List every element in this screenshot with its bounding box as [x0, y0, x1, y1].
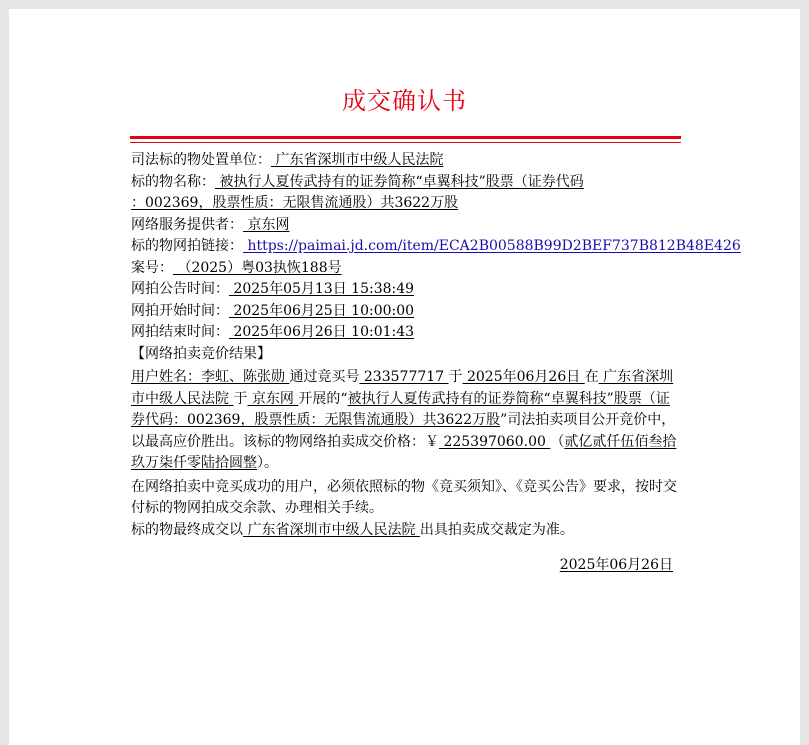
item-label: 标的物名称： — [131, 173, 215, 190]
result-heading: 【网络拍卖竞价结果】 — [131, 345, 271, 362]
announce-label: 网拍公告时间： — [131, 281, 229, 297]
signature-date-text: 2025年06月26日 — [559, 557, 673, 573]
item-row — [131, 172, 681, 194]
notice-paragraph: 在网络拍卖中竞买成功的用户，必须依照标的物《竞买须知》、《竞买公告》要求，按时交付标的物网拍成交余款、办理相关手续。 — [131, 478, 677, 516]
signature-date — [131, 555, 681, 577]
final-text: 出具拍卖成交裁定为准。 — [419, 521, 574, 538]
result-text: ）。 — [257, 455, 278, 471]
case-row — [131, 258, 681, 280]
provider-row — [131, 215, 681, 237]
result-text: 于 — [233, 390, 248, 407]
start-label: 网拍开始时间： — [131, 302, 229, 319]
result-court: 广东省深圳市中级人民法院 — [131, 369, 674, 407]
item-row-continued — [131, 193, 681, 215]
document-body — [131, 150, 741, 577]
end-row — [131, 322, 681, 344]
link-row — [131, 236, 741, 258]
start-row — [131, 301, 681, 323]
title-divider-thick — [130, 136, 681, 139]
document-page — [9, 9, 800, 745]
announce-row — [131, 279, 681, 301]
item-value-line2: ：002369，股票性质：无限售流通股）共3622万股 — [131, 195, 459, 211]
court-value: 广东省深圳市中级人民法院 — [271, 152, 444, 168]
result-text: 开展的“ — [298, 390, 348, 407]
result-platform: 京东网 — [247, 390, 299, 407]
result-text: ”司法拍卖项目公开竞价中，以最高应价胜出。该标的物网络拍卖成交价格：￥ — [131, 412, 676, 450]
case-label: 案号： — [131, 259, 173, 276]
buyer-names: 用户姓名：李虹、陈张勋 — [131, 369, 290, 385]
result-text: （ — [550, 433, 565, 450]
end-value: 2025年06月26日 10:01:43 — [229, 324, 415, 340]
item-value-line1: 被执行人夏传武持有的证券简称“卓翼科技”股票（证券代码 — [215, 173, 584, 190]
result-text: 于 — [448, 369, 463, 385]
provider-value: 京东网 — [243, 216, 290, 233]
result-text: 通过竞买号 — [289, 369, 360, 385]
auction-link[interactable]: https://paimai.jd.com/item/ECA2B00588B99D2BEF737B812B48E426 — [243, 238, 741, 254]
court-row — [131, 150, 681, 172]
bid-number: 233577717 — [359, 369, 449, 385]
final-court: 广东省深圳市中级人民法院 — [243, 521, 420, 538]
provider-label: 网络服务提供者： — [131, 216, 243, 233]
document-title: 成交确认书 — [342, 87, 467, 115]
final-paragraph — [131, 520, 681, 542]
announce-value: 2025年05月13日 15:38:49 — [229, 281, 415, 297]
deal-price: 225397060.00 — [439, 433, 551, 450]
court-label: 司法标的物处置单位： — [131, 152, 271, 168]
link-label: 标的物网拍链接： — [131, 238, 243, 254]
start-value: 2025年06月25日 10:00:00 — [229, 302, 415, 319]
title-divider-thin — [130, 142, 681, 143]
result-paragraph — [131, 367, 681, 475]
end-label: 网拍结束时间： — [131, 324, 229, 340]
case-value: （2025）粤03执恢188号 — [173, 259, 342, 276]
final-text: 标的物最终成交以 — [131, 521, 243, 538]
result-item: 被执行人夏传武持有的证券简称“卓翼科技”股票（证券代码：002369，股票性质：无限售流通股）共3622万股 — [131, 390, 670, 428]
deal-price-words: 贰亿贰仟伍佰叁拾玖万柒仟零陆拾圆整 — [131, 433, 677, 471]
deal-date: 2025年06月26日 — [462, 369, 585, 385]
result-text: 在 — [584, 369, 599, 385]
